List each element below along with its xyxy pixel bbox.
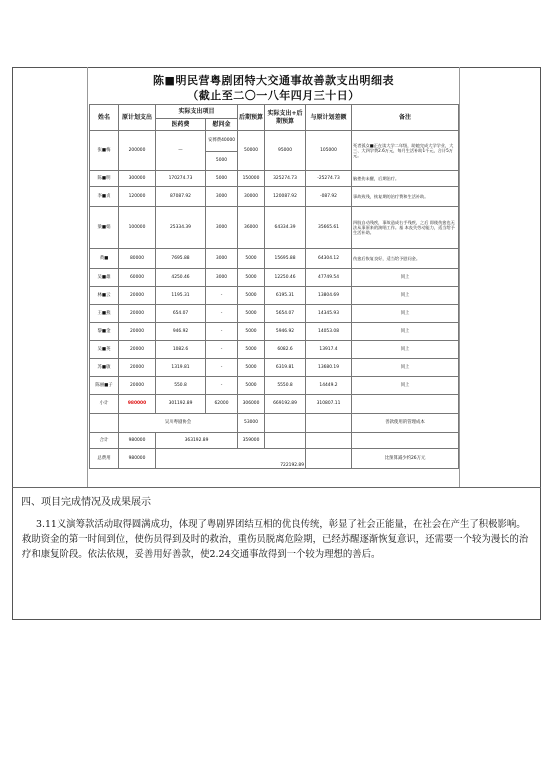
assoc-diff <box>306 414 352 433</box>
sum-diff <box>306 433 352 449</box>
row-note: 脑挫伤未醒，后期治疗。 <box>352 171 459 187</box>
row-planned: 100000 <box>119 207 156 249</box>
row-total: 120087.92 <box>265 187 306 207</box>
row-total: 5654.07 <box>265 305 306 323</box>
header-note: 备注 <box>352 105 459 131</box>
row-name: 黄■ <box>90 249 119 269</box>
row-diff: -087.92 <box>306 187 352 207</box>
row-total: 64334.39 <box>265 207 306 249</box>
row-diff: 13917.4 <box>306 341 352 359</box>
grand-planned: 980000 <box>119 449 156 469</box>
row-condolence: 3000 <box>206 187 238 207</box>
row-note: 同上 <box>352 305 459 323</box>
row-name: 陈■明 <box>90 171 119 187</box>
row-diff: 14345.93 <box>306 305 352 323</box>
header-condolence: 慰问金 <box>206 119 238 131</box>
row-name: 梁■娟 <box>90 207 119 249</box>
row-medical: 1082.6 <box>156 341 206 359</box>
row-medical: 946.92 <box>156 323 206 341</box>
row-planned: 60000 <box>119 269 156 287</box>
grand-diff <box>306 449 352 469</box>
header-total: 实际支出+后期预算 <box>265 105 306 131</box>
row-condolence: 5000 <box>206 171 238 187</box>
row-condolence: - <box>206 377 238 395</box>
header-name: 姓名 <box>90 105 119 131</box>
row-planned: 120000 <box>119 187 156 207</box>
row-note: 同上 <box>352 341 459 359</box>
row-total: 325274.73 <box>265 171 306 187</box>
row-later: 36000 <box>238 207 265 249</box>
row-condolence: - <box>206 341 238 359</box>
subtotal-later: 306000 <box>238 395 265 414</box>
subtotal-label: 小计 <box>90 395 119 414</box>
row-planned: 300000 <box>119 171 156 187</box>
row-diff: 14053.08 <box>306 323 352 341</box>
row-total: 15695.88 <box>265 249 306 269</box>
sum-actual: 363192.89 <box>156 433 238 449</box>
row-later: 5000 <box>238 341 265 359</box>
row-total: 5550.8 <box>265 377 306 395</box>
row-name: 吴■英 <box>90 341 119 359</box>
assoc-total <box>265 414 306 433</box>
row-medical: — <box>156 131 206 171</box>
row-medical: 1319.81 <box>156 359 206 377</box>
row-diff: 47749.54 <box>306 269 352 287</box>
section-title: 四、项目完成情况及成果展示 <box>21 497 151 508</box>
row-burial: 安葬费40000 <box>206 131 238 152</box>
row-planned: 20000 <box>119 323 156 341</box>
section-divider <box>12 487 541 488</box>
assoc-blank <box>90 414 119 433</box>
header-later: 后期预算 <box>238 105 265 131</box>
header-diff: 与原计划差额 <box>306 105 352 131</box>
row-diff: 35665.61 <box>306 207 352 249</box>
subtotal-total: 669192.89 <box>265 395 306 414</box>
row-note: 伤愈后恢复良好，适当给予慰问金。 <box>352 249 459 269</box>
subtotal-planned: 980000 <box>119 395 156 414</box>
row-condolence: - <box>206 359 238 377</box>
row-medical: 4250.46 <box>156 269 206 287</box>
subtotal-condolence: 62000 <box>206 395 238 414</box>
row-planned: 20000 <box>119 305 156 323</box>
row-note: 同上 <box>352 323 459 341</box>
section-paragraph: 3.11义演筹款活动取得圆满成功，体现了粤剧界团结互相的优良传统，彰显了社会正能量，在社会在产生了积极影响。救助资金的第一时间到位，使伤员得到及时的救治，重伤员脱离危险期，已经苏醒逐渐恢复意识，还需要一个较为漫长的治疗和康复阶段。依法依规，妥善用好善款，使2.24交通事故得到一个较为理想的善后。 <box>22 519 529 560</box>
row-diff: 14449.2 <box>306 377 352 395</box>
row-condolence: 3000 <box>206 249 238 269</box>
subtotal-medical: 301192.89 <box>156 395 206 414</box>
expense-table <box>89 104 459 469</box>
row-name: 林■云 <box>90 287 119 305</box>
row-total: 95000 <box>265 131 306 171</box>
row-diff: 64304.12 <box>306 249 352 269</box>
row-planned: 200000 <box>119 131 156 171</box>
row-name: 陈丽■子 <box>90 377 119 395</box>
row-later: 5000 <box>238 269 265 287</box>
row-total: 6319.81 <box>265 359 306 377</box>
row-later: 50000 <box>238 131 265 171</box>
row-later: 5000 <box>238 359 265 377</box>
row-note: 事故致残，恢复期的治疗费和生活补助。 <box>352 187 459 207</box>
row-planned: 20000 <box>119 287 156 305</box>
row-condolence: - <box>206 323 238 341</box>
header-medical: 医药费 <box>156 119 206 131</box>
row-total: 5946.92 <box>265 323 306 341</box>
table-subtitle: （截止至二〇一八年四月三十日） <box>187 89 360 102</box>
row-later: 150000 <box>238 171 265 187</box>
assoc-later: 53000 <box>238 414 265 433</box>
row-medical: 550.8 <box>156 377 206 395</box>
grand-note: 比预算减少约26万元 <box>352 449 459 469</box>
row-medical: 25334.39 <box>156 207 206 249</box>
sum-total <box>265 433 306 449</box>
row-planned: 80000 <box>119 249 156 269</box>
subtotal-diff: 310807.11 <box>306 395 352 414</box>
sum-note <box>352 433 459 449</box>
row-later: 5000 <box>238 305 265 323</box>
row-condolence: - <box>206 287 238 305</box>
row-later: 5000 <box>238 323 265 341</box>
grand-label: 总费用 <box>90 449 119 469</box>
row-name: 张■梅 <box>90 131 119 171</box>
row-later: 30000 <box>238 187 265 207</box>
row-diff: 105000 <box>306 131 352 171</box>
row-note: 四肢自动残疾，事故造成右手残疾，之后 即使伤愈也无法从事原来的演唱工作。基 本丧失劳动能力，适当给予生活补助。 <box>352 207 459 249</box>
header-planned: 原计划支出 <box>119 105 156 131</box>
row-note: 同上 <box>352 269 459 287</box>
row-name: 苏■敏 <box>90 359 119 377</box>
row-name: 李■贞 <box>90 187 119 207</box>
assoc-label: 吴川粤剧协会 <box>119 414 238 433</box>
row-planned: 20000 <box>119 341 156 359</box>
row-later: 5000 <box>238 287 265 305</box>
row-later: 5000 <box>238 249 265 269</box>
row-total: 6195.31 <box>265 287 306 305</box>
grand-total: 722192.89 <box>156 449 306 469</box>
row-name: 吴■雄 <box>90 269 119 287</box>
row-medical: 654.07 <box>156 305 206 323</box>
row-note: 死者孤女■正在读大学二年级，助她完成大学学业，大三、大四学费2.6万元，每月生活补助1千元，合计5万元。 <box>352 131 459 171</box>
row-diff: 13680.19 <box>306 359 352 377</box>
sum-planned: 980000 <box>119 433 156 449</box>
assoc-note: 善款使用的管理成本 <box>352 414 459 433</box>
row-note: 同上 <box>352 359 459 377</box>
row-total: 12250.46 <box>265 269 306 287</box>
row-medical: 1195.31 <box>156 287 206 305</box>
row-condolence: 3000 <box>206 207 238 249</box>
subtotal-note <box>352 395 459 414</box>
sum-later: 359000 <box>238 433 265 449</box>
row-planned: 20000 <box>119 359 156 377</box>
table-title: 陈■明民营粤剧团特大交通事故善款支出明细表 <box>153 74 394 87</box>
header-actual: 实际支出项目 <box>156 105 238 119</box>
row-diff: 13804.69 <box>306 287 352 305</box>
row-planned: 20000 <box>119 377 156 395</box>
row-name: 王■燕 <box>90 305 119 323</box>
row-condolence: - <box>206 305 238 323</box>
row-total: 6082.6 <box>265 341 306 359</box>
row-later: 5000 <box>238 377 265 395</box>
sum-label: 合计 <box>90 433 119 449</box>
row-medical: 7695.88 <box>156 249 206 269</box>
row-medical: 87087.92 <box>156 187 206 207</box>
row-condolence: 3000 <box>206 269 238 287</box>
row-diff: -25274.73 <box>306 171 352 187</box>
row-note: 同上 <box>352 377 459 395</box>
row-note: 同上 <box>352 287 459 305</box>
row-condolence: 5000 <box>206 152 238 171</box>
row-name: 黎■金 <box>90 323 119 341</box>
row-medical: 170274.73 <box>156 171 206 187</box>
